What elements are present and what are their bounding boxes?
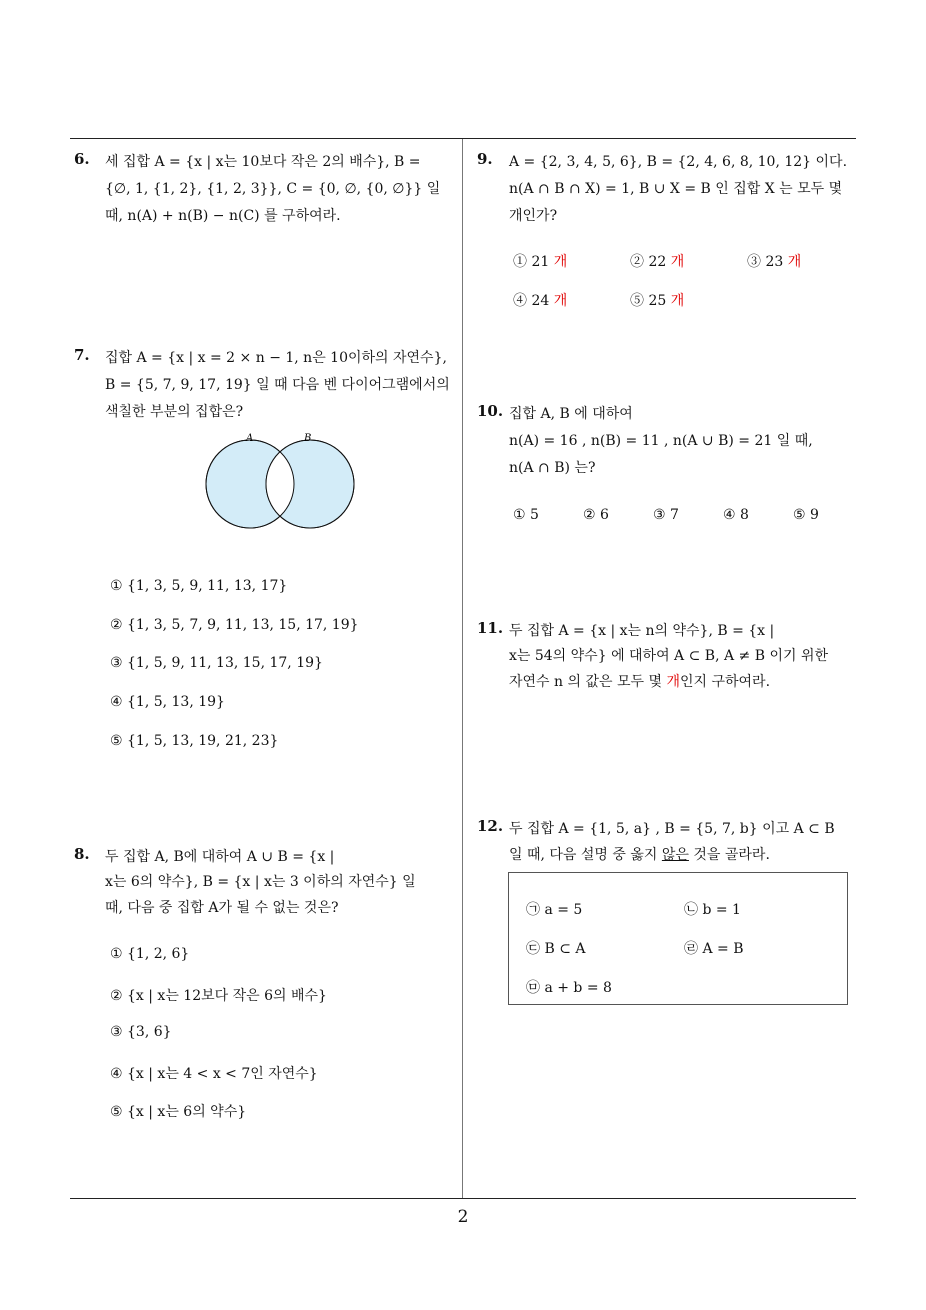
question-number: 12.: [477, 817, 504, 835]
choice[interactable]: ⑤ 9: [793, 507, 819, 523]
choice[interactable]: ① 5: [513, 507, 539, 523]
statement-item[interactable]: ㉤ a + b = 8: [526, 980, 612, 996]
choice[interactable]: ③ {1, 5, 9, 11, 13, 15, 17, 19}: [110, 655, 323, 671]
question-number: 10.: [477, 402, 504, 420]
question-text-line: 집합 A, B 에 대하여: [509, 406, 633, 422]
question-text-line: B = {5, 7, 9, 17, 19} 일 때 다음 벤 다이어그램에서의: [105, 377, 450, 393]
column-divider: [462, 139, 463, 1199]
statement-item[interactable]: ㉢ B ⊂ A: [526, 941, 586, 957]
question-number: 9.: [477, 150, 493, 168]
choice[interactable]: ② 6: [583, 507, 609, 523]
question-text-line: 때, 다음 중 집합 A가 될 수 없는 것은?: [105, 900, 339, 916]
choice[interactable]: ① {1, 2, 6}: [110, 946, 190, 962]
bottom-rule: [70, 1198, 856, 1199]
question-number: 6.: [74, 150, 90, 168]
venn-diagram: [196, 428, 366, 532]
choice[interactable]: ① 21 개: [513, 254, 568, 270]
question-text-line: {∅, 1, {1, 2}, {1, 2, 3}}, C = {0, ∅, {0, ∅}} 일: [105, 181, 441, 197]
choice[interactable]: ① {1, 3, 5, 9, 11, 13, 17}: [110, 578, 288, 594]
question-text-line: A = {2, 3, 4, 5, 6}, B = {2, 4, 6, 8, 10, 12} 이다.: [509, 154, 848, 170]
statement-item[interactable]: ㉣ A = B: [684, 941, 744, 957]
question-text-line: n(A) = 16 , n(B) = 11 , n(A ∪ B) = 21 일 때,: [509, 433, 813, 449]
question-text-line: n(A ∩ B) 는?: [509, 460, 596, 476]
statement-item[interactable]: ㉡ b = 1: [684, 902, 741, 918]
top-rule: [70, 138, 856, 139]
question-text-line: 두 집합 A, B에 대하여 A ∪ B = {x |: [105, 849, 335, 865]
question-text-line: 두 집합 A = {1, 5, a} , B = {5, 7, b} 이고 A ⊂ B: [509, 821, 835, 837]
choice[interactable]: ⑤ {1, 5, 13, 19, 21, 23}: [110, 733, 279, 749]
choice[interactable]: ④ {1, 5, 13, 19}: [110, 694, 225, 710]
question-number: 8.: [74, 845, 90, 863]
question-text-line: n(A ∩ B ∩ X) = 1, B ∪ X = B 인 집합 X 는 모두 몇: [509, 181, 843, 197]
question-text-line: 개인가?: [509, 208, 558, 224]
question-text-line: 때, n(A) + n(B) − n(C) 를 구하여라.: [105, 208, 341, 224]
venn-label-b: B: [304, 433, 312, 444]
choice[interactable]: ② {x | x는 12보다 작은 6의 배수}: [110, 988, 327, 1004]
question-number: 11.: [477, 619, 504, 637]
choice[interactable]: ④ 8: [723, 507, 749, 523]
question-text-line: 두 집합 A = {x | x는 n의 약수}, B = {x |: [509, 623, 775, 639]
question-text-line: x는 54의 약수} 에 대하여 A ⊂ B, A ≠ B 이기 위한: [509, 648, 829, 664]
choice[interactable]: ③ 7: [653, 507, 679, 523]
choice[interactable]: ④ {x | x는 4 < x < 7인 자연수}: [110, 1066, 318, 1082]
choice[interactable]: ⑤ 25 개: [630, 293, 685, 309]
choice[interactable]: ② 22 개: [630, 254, 685, 270]
page-number: 2: [457, 1207, 469, 1227]
question-text-line: 색칠한 부분의 집합은?: [105, 404, 244, 420]
venn-label-a: A: [246, 433, 254, 444]
choice[interactable]: ③ {3, 6}: [110, 1024, 172, 1040]
question-number: 7.: [74, 346, 90, 364]
choice[interactable]: ④ 24 개: [513, 293, 568, 309]
question-text-line: x는 6의 약수}, B = {x | x는 3 이하의 자연수} 일: [105, 874, 416, 890]
choice[interactable]: ② {1, 3, 5, 7, 9, 11, 13, 15, 17, 19}: [110, 617, 359, 633]
question-text-line: 일 때, 다음 설명 중 옳지 않은 것을 골라라.: [509, 847, 770, 863]
choice[interactable]: ⑤ {x | x는 6의 약수}: [110, 1104, 247, 1120]
choice[interactable]: ③ 23 개: [747, 254, 802, 270]
statement-item[interactable]: ㉠ a = 5: [526, 902, 583, 918]
question-text-line: 세 집합 A = {x | x는 10보다 작은 2의 배수}, B =: [105, 154, 421, 170]
question-text-line: 집합 A = {x | x = 2 × n − 1, n은 10이하의 자연수},: [105, 350, 447, 366]
question-text-line: 자연수 n 의 값은 모두 몇 개인지 구하여라.: [509, 674, 771, 690]
